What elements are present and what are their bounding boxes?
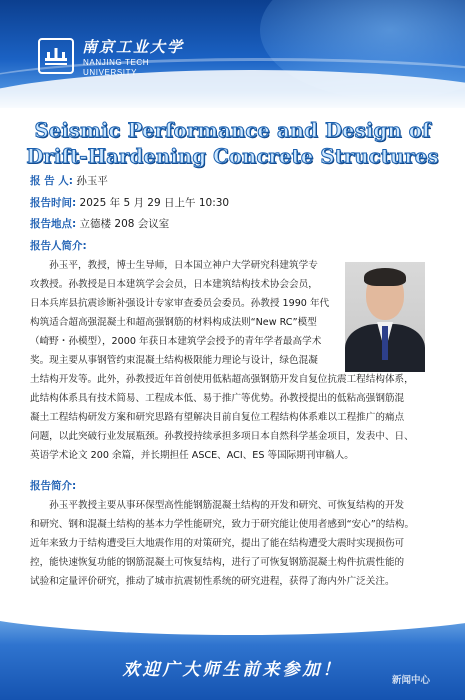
speaker-row [30, 174, 108, 188]
bio-line: 英语学术论文 200 余篇，并长期担任 ASCE、ACI、ES 等国际期刊审稿人。 [30, 450, 354, 461]
time-row [30, 196, 229, 210]
bio-line: 奖。现主要从事钢管约束混凝土结构极限能力理论与设计，绿色混凝 [30, 355, 318, 366]
news-center-watermark: 新闻中心 [392, 675, 431, 686]
bio-line: 问题，以此突破行业发展瓶颈。孙教授持续承担多项日本自然科学基金项目，发表中、日、 [30, 431, 414, 442]
summary-line: 和研究、钢和混凝土结构的基本力学性能研究，致力于研究能让使用者感到“安心”的结构。 [30, 519, 415, 530]
summary-line: 近年来致力于结构遭受巨大地震作用的对策研究，提出了能在结构遭受大震时实现损伤可 [30, 538, 405, 549]
bio-label: 报告人简介: [30, 240, 87, 252]
bio-line: 构筑适合超高强混凝土和超高强钢筋的材料构成法则“New RC”模型 [30, 317, 317, 328]
speaker-value: 孙玉平 [76, 175, 108, 187]
portrait-hair [364, 268, 406, 286]
bio-line: 日本兵库县抗震诊断补强设计专家审查委员会委员。孙教授 1990 年代 [30, 298, 330, 309]
summary-text [30, 496, 415, 591]
place-value: 立德楼 208 会议室 [79, 218, 170, 230]
place-label: 报告地点: [30, 218, 77, 230]
footer-wave [0, 615, 465, 635]
time-value: 2025 年 5 月 29 日上午 10:30 [79, 197, 230, 209]
lecture-title-line2: Drift-Hardening Concrete Structures [26, 145, 439, 168]
university-name-en-line1: NANJING TECH [83, 58, 150, 67]
welcome-text: 欢迎广大师生前来参加！ [122, 660, 343, 680]
university-name-cn: 南京工业大学 [82, 38, 185, 56]
lecture-title [0, 118, 465, 170]
bio-line: 土结构开发等。此外，孙教授近年首创使用低粘超高强钢筋开发自复位抗震工程结构体系， [30, 374, 414, 385]
bio-line: （崎野・孙模型），2000 年获日本建筑学会授予的青年学者最高学术 [30, 336, 322, 347]
summary-line: 试验和定量评价研究，推动了城市抗震韧性系统的研究进程，获得了海内外广泛关注。 [30, 576, 395, 587]
university-name-en [83, 58, 149, 78]
summary-label: 报告简介: [30, 480, 77, 492]
university-name-en-line2: UNIVERSITY [83, 68, 138, 77]
university-emblem-icon [38, 38, 74, 74]
summary-line: 控，能快速恢复功能的钢筋混凝土可恢复结构，进行了可恢复钢筋混凝土构件抗震性能的 [30, 557, 405, 568]
time-label: 报告时间: [30, 197, 77, 209]
speaker-label: 报 告 人: [30, 175, 74, 187]
lecture-title-line1: Seismic Performance and Design of [34, 119, 431, 142]
header-banner [0, 0, 465, 108]
bio-line: 此结构体系具有技术简易、工程成本低、易于推广等优势。孙教授提出的低粘高强钢筋混 [30, 393, 405, 404]
bio-line: 凝土工程结构研发方案和研究思路有望解决目前自复位工程结构体系难以工程推广的痛点 [30, 412, 405, 423]
footer-banner [0, 615, 465, 700]
speaker-portrait [345, 262, 425, 372]
summary-line: 孙玉平教授主要从事环保型高性能钢筋混凝土结构的开发和研究、可恢复结构的开发 [30, 500, 405, 511]
bio-line: 攻教授。孙教授是日本建筑学会会员，日本建筑结构技术协会会员， [30, 279, 318, 290]
portrait-tie [382, 326, 388, 360]
place-row [30, 217, 169, 231]
bio-line: 孙玉平，教授，博士生导师，日本国立神户大学研究科建筑学专 [30, 260, 318, 271]
